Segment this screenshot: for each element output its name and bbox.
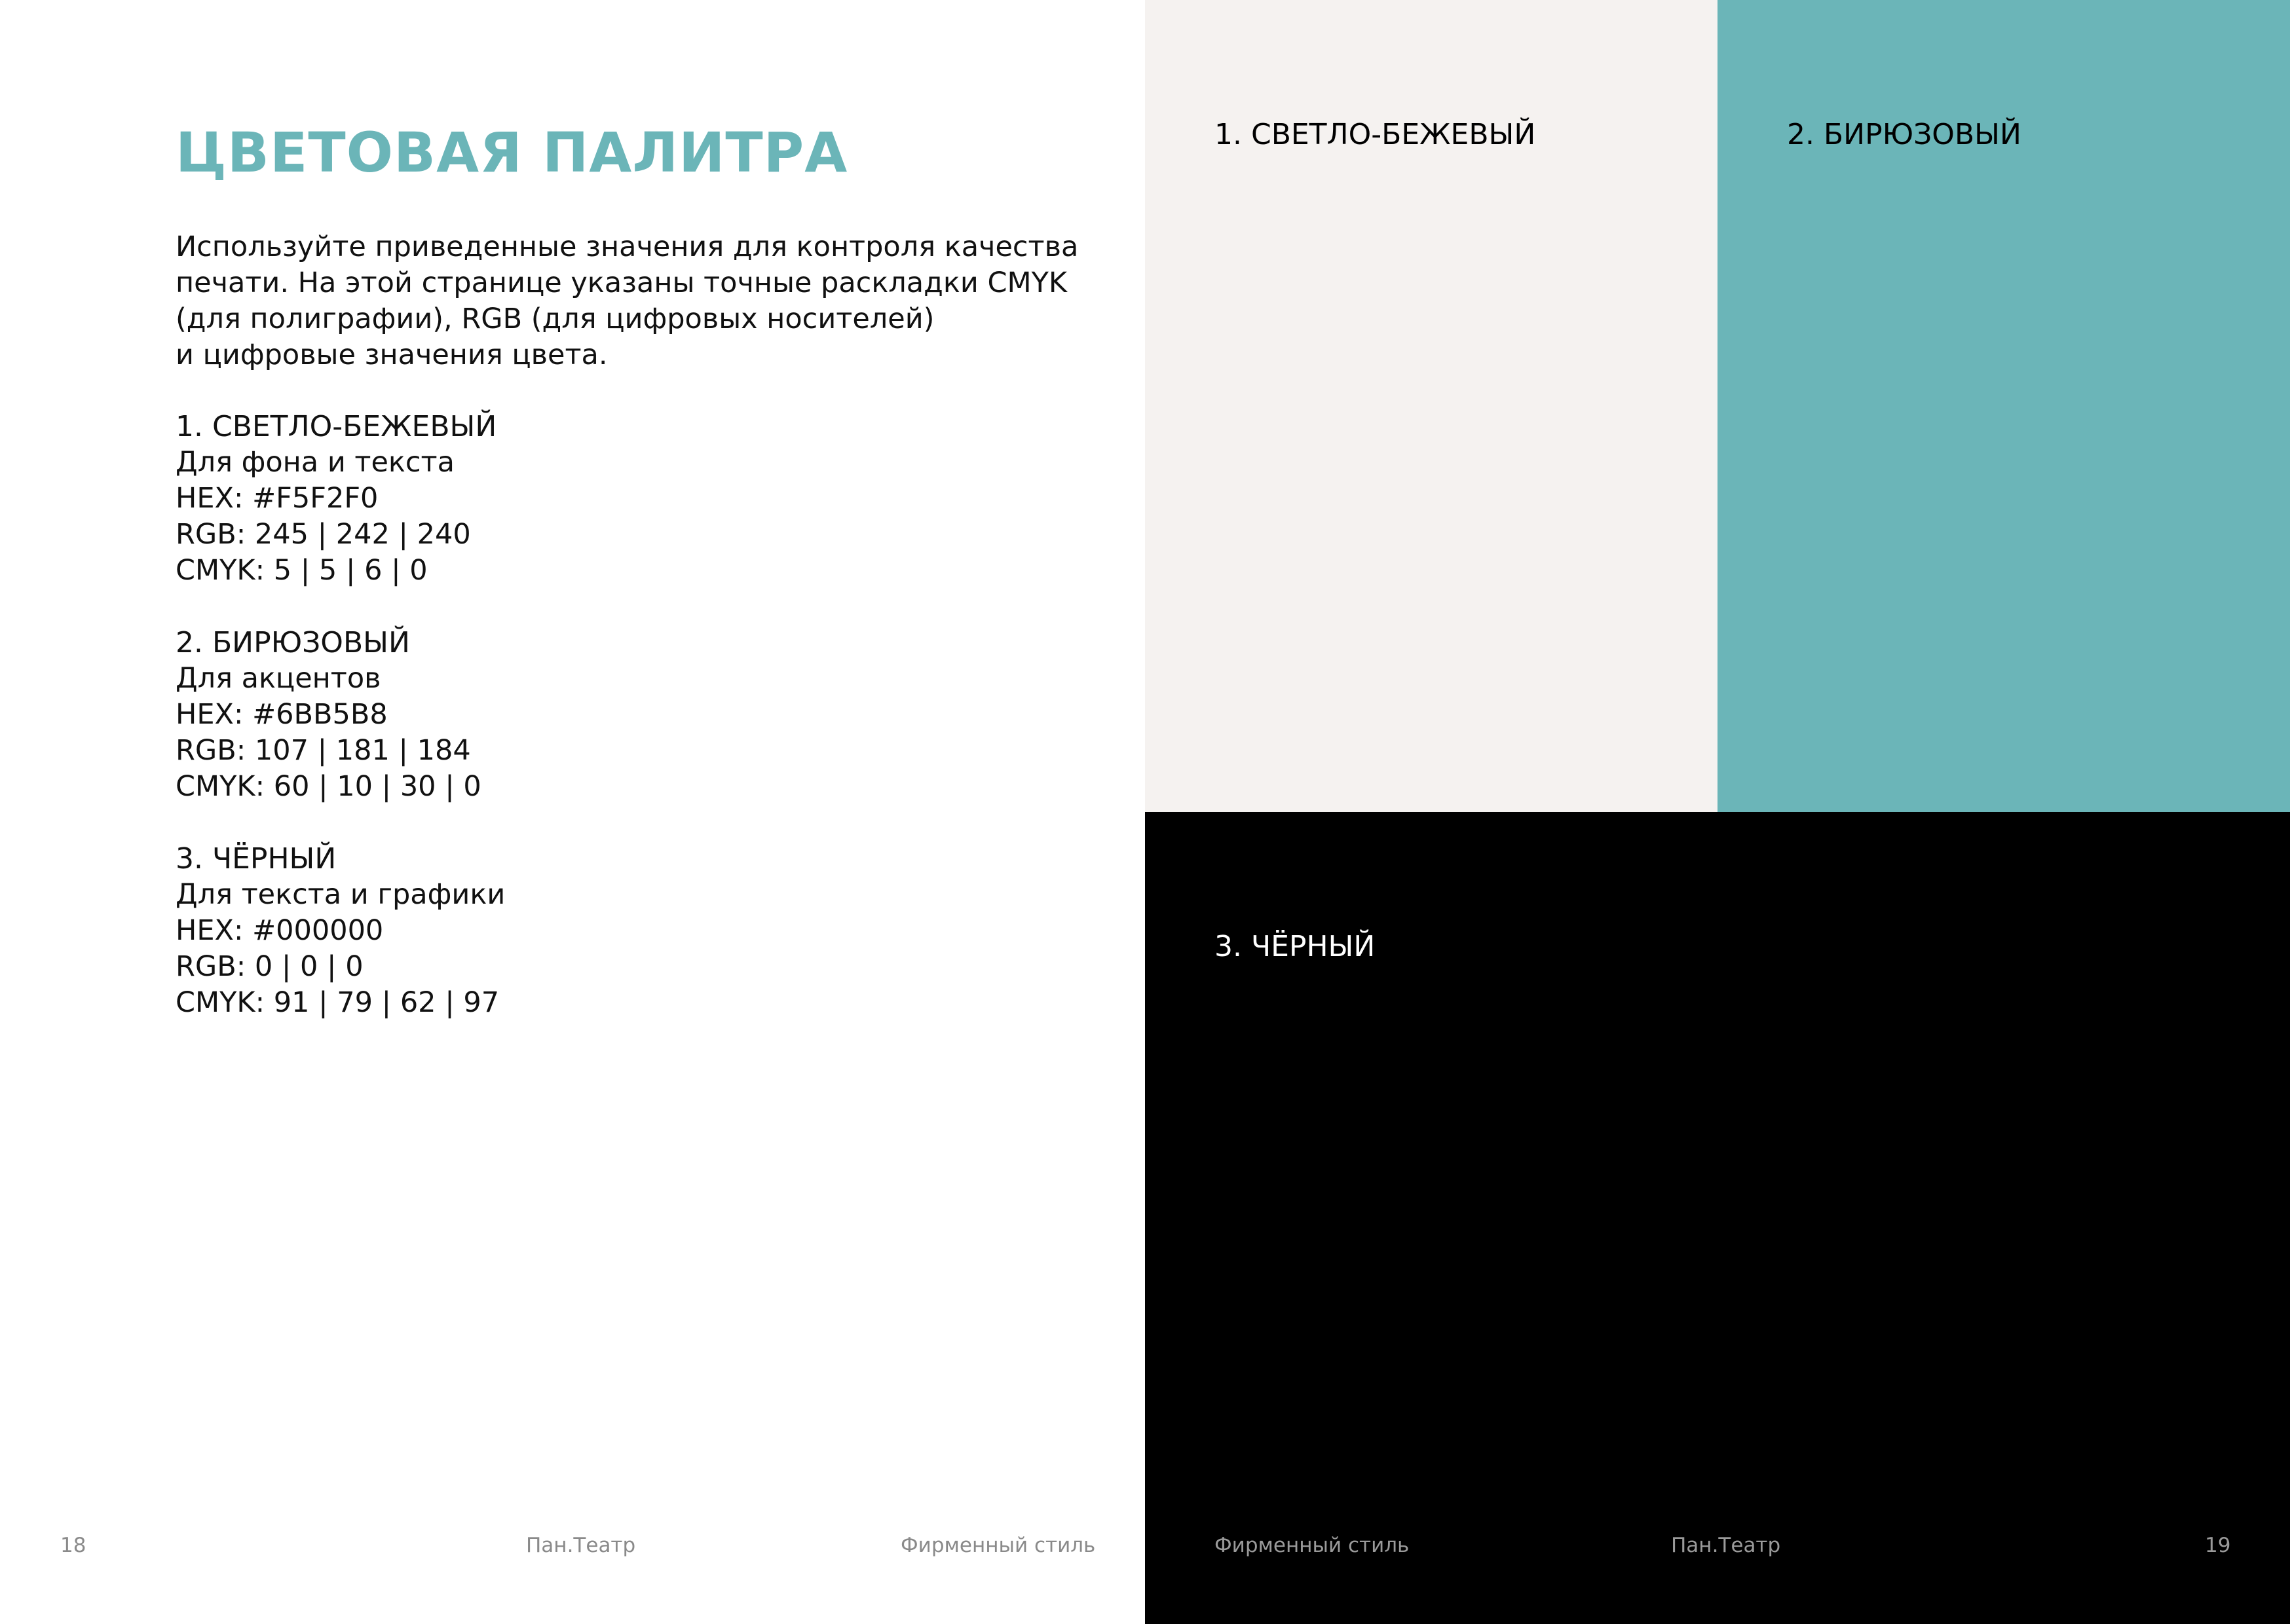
color-spec-title: 3. ЧЁРНЫЙ bbox=[176, 842, 337, 876]
color-spec-light-beige bbox=[176, 409, 962, 589]
swatch-label: 3. ЧЁРНЫЙ bbox=[1214, 930, 1376, 963]
color-spec-usage: Для текста и графики bbox=[176, 878, 506, 911]
intro-line: и цифровые значения цвета. bbox=[176, 339, 608, 371]
color-spec-black bbox=[176, 841, 962, 1021]
color-spec-rgb: RGB: 107 | 181 | 184 bbox=[176, 734, 471, 767]
color-spec-turquoise bbox=[176, 625, 962, 805]
intro-line: печати. На этой странице указаны точные раскладки CMYK bbox=[176, 267, 1068, 299]
intro-line: (для полиграфии), RGB (для цифровых носителей) bbox=[176, 303, 935, 335]
color-spec-rgb: RGB: 0 | 0 | 0 bbox=[176, 950, 364, 983]
swatch-label: 2. БИРЮЗОВЫЙ bbox=[1787, 118, 2021, 151]
color-spec-cmyk: CMYK: 5 | 5 | 6 | 0 bbox=[176, 554, 428, 587]
footer-brand-right: Пан.Театр bbox=[1671, 1534, 1781, 1557]
color-spec-rgb: RGB: 245 | 242 | 240 bbox=[176, 518, 471, 551]
footer-section-left: Фирменный стиль bbox=[901, 1534, 1096, 1557]
page-number-left: 18 bbox=[60, 1534, 86, 1557]
color-spec-usage: Для фона и текста bbox=[176, 446, 455, 479]
swatch-label: 1. СВЕТЛО-БЕЖЕВЫЙ bbox=[1214, 118, 1536, 151]
color-spec-cmyk: CMYK: 91 | 79 | 62 | 97 bbox=[176, 986, 500, 1019]
color-spec-title: 2. БИРЮЗОВЫЙ bbox=[176, 626, 410, 659]
color-spec-hex: HEX: #F5F2F0 bbox=[176, 482, 379, 515]
color-spec-hex: HEX: #000000 bbox=[176, 914, 384, 947]
page-number-right: 19 bbox=[2205, 1534, 2231, 1557]
color-spec-hex: HEX: #6BB5B8 bbox=[176, 698, 388, 731]
color-spec-title: 1. СВЕТЛО-БЕЖЕВЫЙ bbox=[176, 410, 497, 443]
swatch-turquoise bbox=[1718, 0, 2290, 812]
footer-section-right: Фирменный стиль bbox=[1214, 1534, 1410, 1557]
right-page bbox=[1145, 0, 2290, 1624]
intro-line: Используйте приведенные значения для контроля качества bbox=[176, 231, 1079, 263]
color-spec-usage: Для акцентов bbox=[176, 662, 381, 695]
swatch-black bbox=[1145, 812, 2290, 1624]
intro-paragraph bbox=[176, 229, 1079, 373]
page-title: ЦВЕТОВАЯ ПАЛИТРА bbox=[176, 120, 848, 185]
swatch-light-beige bbox=[1145, 0, 1718, 812]
footer-brand-left: Пан.Театр bbox=[526, 1534, 636, 1557]
color-spec-cmyk: CMYK: 60 | 10 | 30 | 0 bbox=[176, 770, 481, 803]
